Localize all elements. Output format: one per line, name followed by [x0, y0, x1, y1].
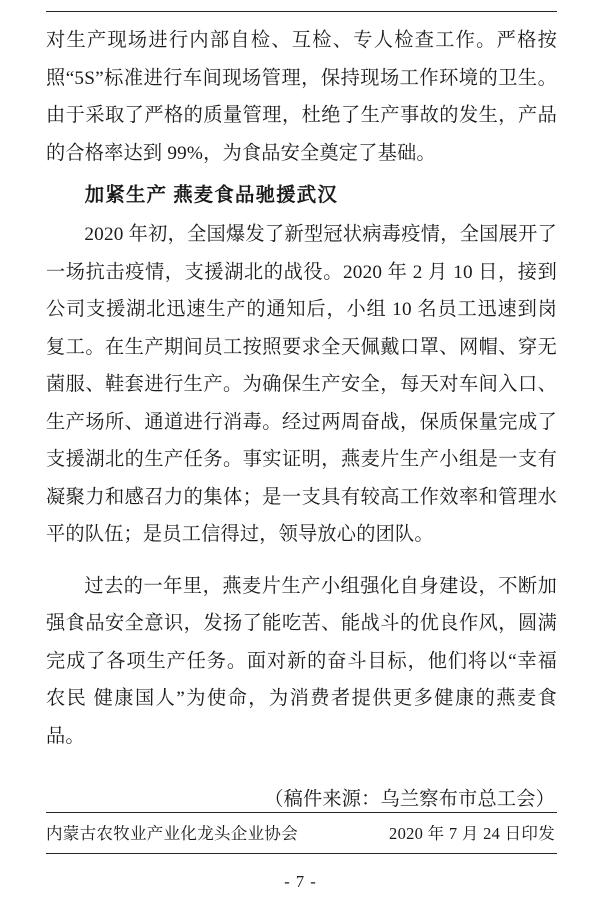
- footer-date: 2020 年 7 月 24 日印发: [389, 824, 555, 843]
- paragraph-continuation: 对生产现场进行内部自检、互检、专人检查工作。严格按照“5S”标准进行车间现场管理，保持现场工作环境的卫生。由于采取了严格的质量管理，杜绝了生产事故的发生，产品的合格率达到 99%，为食品安全奠定了基础。: [46, 30, 557, 164]
- page-number: - 7 -: [284, 872, 317, 891]
- footer-divider-bottom: [46, 853, 557, 854]
- footer-organization: 内蒙古农牧业产业化龙头企业协会: [46, 824, 298, 843]
- document-body: [46, 22, 557, 818]
- header-divider: [46, 11, 557, 12]
- paragraph-spacer: [46, 554, 557, 568]
- source-attribution: （稿件来源：乌兰察布市总工会）: [264, 789, 555, 810]
- section-heading: 加紧生产 燕麦食品驰援武汉: [84, 185, 338, 206]
- paragraph-wuhan-support: 2020 年初，全国爆发了新型冠状病毒疫情，全国展开了一场抗击疫情，支援湖北的战役。2020 年 2 月 10 日，接到公司支援湖北迅速生产的通知后，小组 10 名员工迅速到岗复工。在生产期间员工按照要求全天佩戴口罩、网帽、穿无菌服、鞋套进行生产。为确保生产安全，每天对车间入口、生产场所、通道进行消毒。经过两周奋战，保质保量完成了支援湖北的生产任务。事实证明，燕麦片生产小组是一支有凝聚力和感召力的集体；是一支具有较高工作效率和管理水平的队伍；是员工信得过，领导放心的团队。: [46, 224, 557, 545]
- paragraph-past-year: 过去的一年里，燕麦片生产小组强化自身建设，不断加强食品安全意识，发扬了能吃苦、能战斗的优良作风，圆满完成了各项生产任务。面对新的奋斗目标，他们将以“幸福农民 健康国人”为使命，为消费者提供更多健康的燕麦食品。: [46, 575, 557, 747]
- page-footer: [46, 820, 557, 848]
- footer-divider-top: [46, 812, 557, 813]
